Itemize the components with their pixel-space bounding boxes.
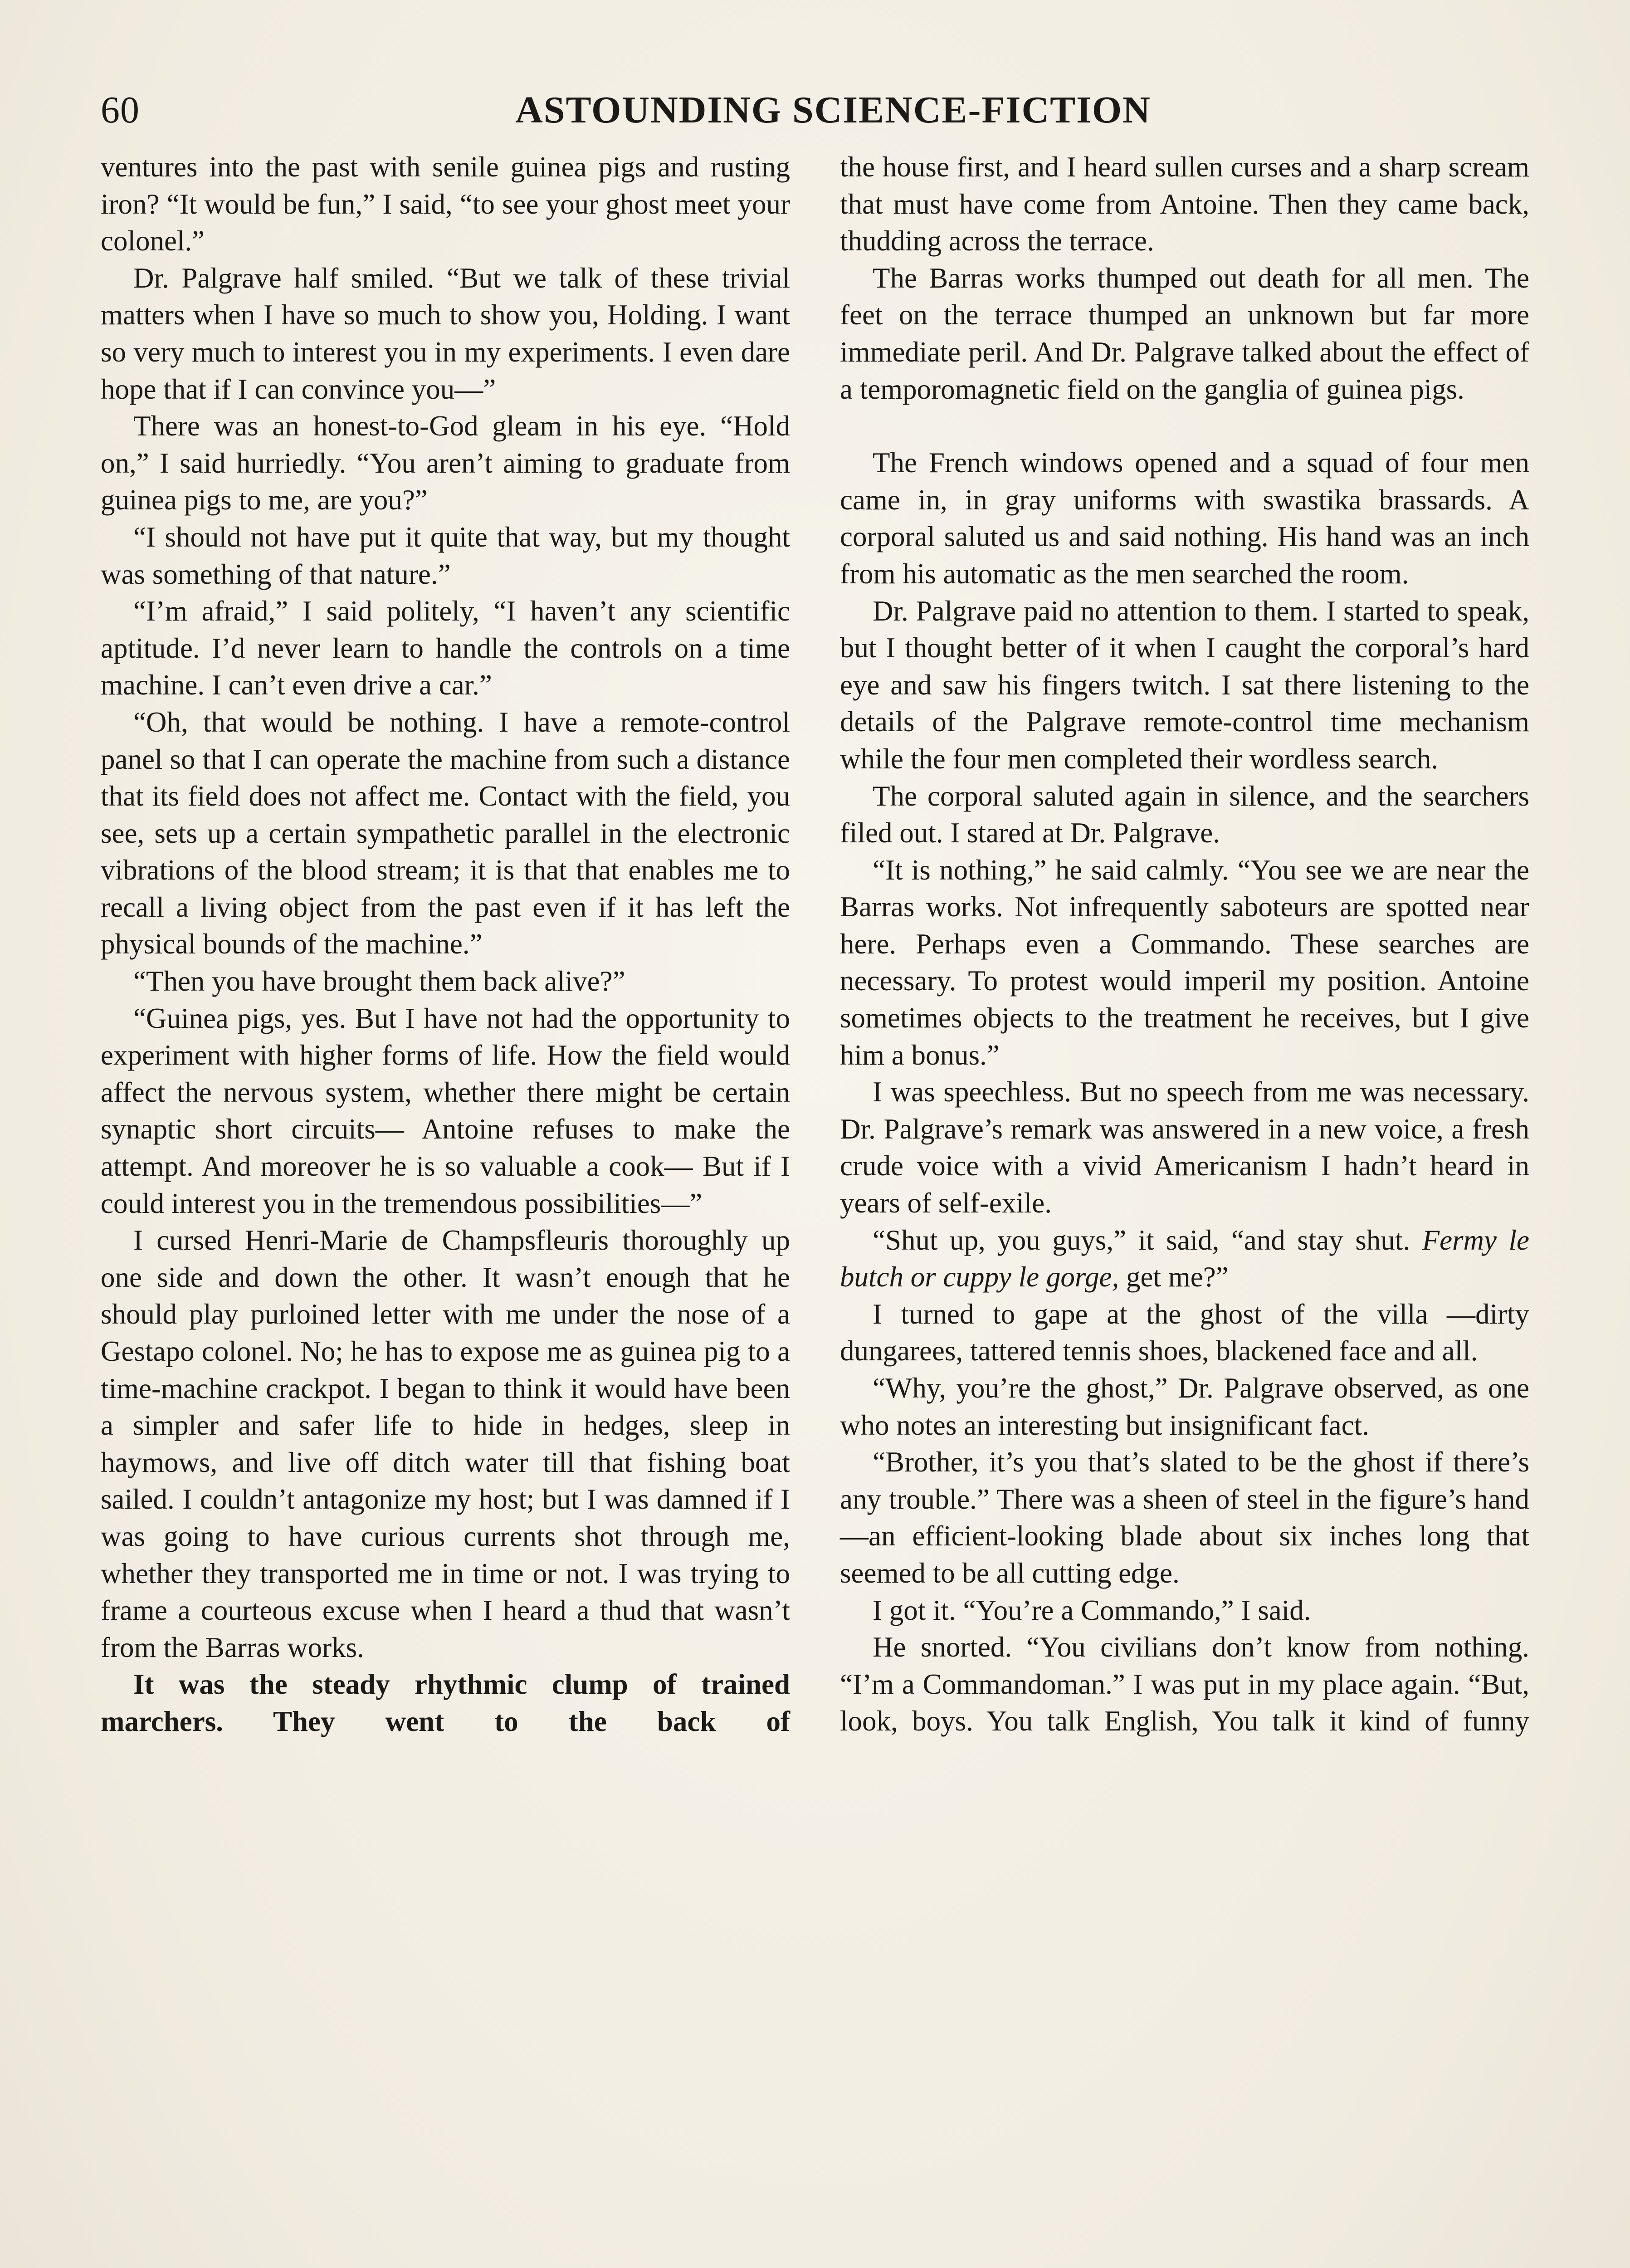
paragraph: I was speechless. But no speech from me was necessary. Dr. Palgrave’s remark was answered in a new voice, a fresh crude voice with a vivid Americanism I hadn’t heard in years of self-exile.	[840, 1076, 1529, 1219]
paragraph: “Oh, that would be nothing. I have a remote-control panel so that I can operate the machine from such a distance that its field does not affect me. Contact with the field, you see, sets up a certain sympathetic parallel in the electronic vibrations of the blood stream; it is that that enables me to recall a living object from the past even if it has left the physical bounds of the machine.”	[101, 706, 790, 960]
paragraph: The corporal saluted again in silence, and the searchers filed out. I stared at Dr. Palgrave.	[840, 780, 1529, 849]
left-column	[101, 149, 790, 1740]
paragraph: “It is nothing,” he said calmly. “You see we are near the Barras works. Not infrequently saboteurs are spotted near here. Perhaps even a Commando. These searches are necessary. To protest would imperil my position. Antoine sometimes objects to the treatment he receives, but I give him a bonus.”	[840, 854, 1529, 1071]
paragraph: It was the steady rhythmic clump of trained marchers. They went to the back of	[101, 1668, 790, 1737]
paragraph: “Why, you’re the ghost,” Dr. Palgrave observed, as one who notes an interesting but insignificant fact.	[840, 1372, 1529, 1441]
paragraph: I cursed Henri-Marie de Champsfleuris thoroughly up one side and down the other. It wasn’t enough that he should play purloined letter with me under the nose of a Gestapo colonel. No; he has to expose me as guinea pig to a time-machine crackpot. I began to think it would have been a simpler and safer life to hide in hedges, sleep in haymows, and live off ditch water till that fishing boat sailed. I couldn’t antagonize my host; but I was damned if I was going to have curious currents shot through me, whether they transported me in time or not. I was trying to frame a courteous excuse when I heard a thud that wasn’t from the Barras works.	[101, 1224, 790, 1663]
running-title: ASTOUNDING SCIENCE-FICTION	[515, 89, 1151, 131]
paragraph: Dr. Palgrave half smiled. “But we talk of these trivial matters when I have so much to show you, Holding. I want so very much to interest you in my experiments. I even dare hope that if I can convince you—”	[101, 262, 790, 405]
paragraph: The French windows opened and a squad of four men came in, in gray uniforms with swastika brassards. A corporal saluted us and said nothing. His hand was an inch from his automatic as the men searched the room.	[840, 447, 1529, 590]
paragraph: “Guinea pigs, yes. But I have not had the opportunity to experiment with higher forms of life. How the field would affect the nervous system, whether there might be certain synaptic short circuits— Antoine refuses to make the attempt. And moreover he is so valuable a cook— But if I could interest you in the tremendous possibilities—”	[101, 1002, 790, 1219]
paragraph: “I’m afraid,” I said politely, “I haven’t any scientific aptitude. I’d never learn to handle the controls on a time machine. I can’t even drive a car.”	[101, 595, 790, 701]
paragraph: I got it. “You’re a Commando,” I said.	[873, 1594, 1311, 1626]
right-column	[840, 149, 1529, 1740]
page-number: 60	[101, 89, 140, 131]
paragraph: “Brother, it’s you that’s slated to be the ghost if there’s any trouble.” There was a sheen of steel in the figure’s hand—an efficient-looking blade about six inches long that seemed to be all cutting edge.	[840, 1446, 1529, 1589]
paragraph: “Then you have brought them back alive?”	[133, 965, 625, 997]
paragraph: the house first, and I heard sullen curses and a sharp scream that must have come from Antoine. Then they came back, thudding across the terrace.	[840, 151, 1529, 257]
paragraph	[840, 1222, 1529, 1296]
paragraph: I turned to gape at the ghost of the villa —dirty dungarees, tattered tennis shoes, blackened face and all.	[840, 1298, 1529, 1367]
page-header	[101, 85, 1529, 135]
text-run: get me?”	[1119, 1261, 1229, 1293]
text-columns	[101, 149, 1529, 1740]
italic-french-phrase: Fermy le butch or cuppy le gorge,	[840, 1224, 1530, 1293]
paragraph: There was an honest-to-God gleam in his eye. “Hold on,” I said hurriedly. “You aren’t aiming to graduate from guinea pigs to me, are you?”	[101, 410, 790, 516]
paragraph: ventures into the past with senile guinea pigs and rusting iron? “It would be fun,” I said, “to see your ghost meet your colonel.”	[101, 151, 790, 257]
text-run: “Shut up, you guys,” it said, “and stay shut.	[873, 1224, 1422, 1256]
paragraph: The Barras works thumped out death for all men. The feet on the terrace thumped an unknown but far more immediate peril. And Dr. Palgrave talked about the effect of a temporomagnetic field on the ganglia of guinea pigs.	[840, 262, 1529, 405]
paragraph: He snorted. “You civilians don’t know from nothing. “I’m a Commandoman.” I was put in my place again. “But, look, boys. You talk English, You talk it kind of funny	[840, 1631, 1529, 1737]
paragraph: “I should not have put it quite that way, but my thought was something of that nature.”	[101, 521, 790, 590]
paragraph: Dr. Palgrave paid no attention to them. I started to speak, but I thought better of it when I caught the corporal’s hard eye and saw his fingers twitch. I sat there listening to the details of the Palgrave remote-control time mechanism while the four men completed their wordless search.	[840, 595, 1529, 775]
